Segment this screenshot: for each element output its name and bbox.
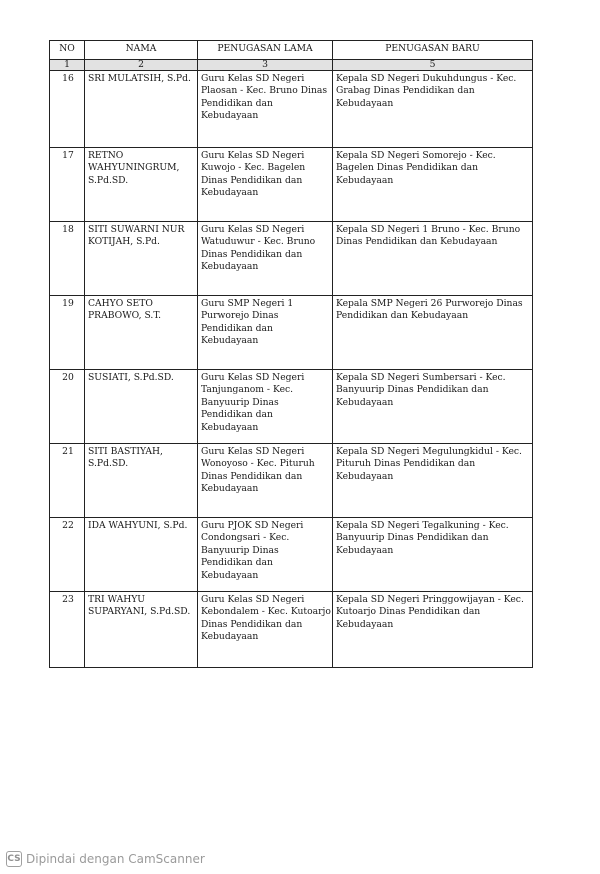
camscanner-logo-icon: CS	[6, 851, 22, 867]
cell-penugasan-baru: Kepala SD Negeri Megulungkidul - Kec. Pituruh Dinas Pendidikan dan Kebudayaan	[333, 444, 533, 518]
cell-no: 19	[50, 296, 85, 370]
cell-no: 20	[50, 370, 85, 444]
cell-nama: CAHYO SETO PRABOWO, S.T.	[85, 296, 198, 370]
cell-no: 23	[50, 592, 85, 668]
watermark-text: Dipindai dengan CamScanner	[26, 852, 205, 866]
cell-penugasan-lama: Guru Kelas SD Negeri Watuduwur - Kec. Bruno Dinas Pendidikan dan Kebudayaan	[198, 222, 333, 296]
cell-penugasan-lama: Guru SMP Negeri 1 Purworejo Dinas Pendidikan dan Kebudayaan	[198, 296, 333, 370]
table-row	[50, 370, 533, 444]
cell-penugasan-baru: Kepala SD Negeri Dukuhdungus - Kec. Grabag Dinas Pendidikan dan Kebudayaan	[333, 71, 533, 148]
camscanner-watermark	[6, 851, 205, 867]
column-number: 5	[333, 60, 533, 71]
header-nama: NAMA	[85, 41, 198, 60]
cell-nama: SITI BASTIYAH, S.Pd.SD.	[85, 444, 198, 518]
table-row	[50, 444, 533, 518]
cell-penugasan-baru: Kepala SMP Negeri 26 Purworejo Dinas Pendidikan dan Kebudayaan	[333, 296, 533, 370]
cell-nama: IDA WAHYUNI, S.Pd.	[85, 518, 198, 592]
column-number: 1	[50, 60, 85, 71]
cell-penugasan-lama: Guru Kelas SD Negeri Kebondalem - Kec. Kutoarjo Dinas Pendidikan dan Kebudayaan	[198, 592, 333, 668]
cell-nama: SRI MULATSIH, S.Pd.	[85, 71, 198, 148]
table-row	[50, 71, 533, 148]
table-row	[50, 518, 533, 592]
table-row	[50, 148, 533, 222]
header-no: NO	[50, 41, 85, 60]
cell-nama: RETNO WAHYUNINGRUM, S.Pd.SD.	[85, 148, 198, 222]
header-penugasan-baru: PENUGASAN BARU	[333, 41, 533, 60]
table-row	[50, 296, 533, 370]
cell-penugasan-lama: Guru Kelas SD Negeri Wonoyoso - Kec. Pituruh Dinas Pendidikan dan Kebudayaan	[198, 444, 333, 518]
cell-penugasan-baru: Kepala SD Negeri Sumbersari - Kec. Banyuurip Dinas Pendidikan dan Kebudayaan	[333, 370, 533, 444]
cell-nama: TRI WAHYU SUPARYANI, S.Pd.SD.	[85, 592, 198, 668]
cell-penugasan-lama: Guru Kelas SD Negeri Tanjunganom - Kec. Banyuurip Dinas Pendidikan dan Kebudayaan	[198, 370, 333, 444]
cell-no: 17	[50, 148, 85, 222]
cell-no: 16	[50, 71, 85, 148]
cell-nama: SUSIATI, S.Pd.SD.	[85, 370, 198, 444]
cell-penugasan-lama: Guru Kelas SD Negeri Plaosan - Kec. Bruno Dinas Pendidikan dan Kebudayaan	[198, 71, 333, 148]
cell-no: 22	[50, 518, 85, 592]
table-row	[50, 222, 533, 296]
cell-no: 21	[50, 444, 85, 518]
table-header-row	[50, 41, 533, 60]
cell-penugasan-lama: Guru Kelas SD Negeri Kuwojo - Kec. Bagelen Dinas Pendidikan dan Kebudayaan	[198, 148, 333, 222]
cell-penugasan-baru: Kepala SD Negeri Somorejo - Kec. Bagelen Dinas Pendidikan dan Kebudayaan	[333, 148, 533, 222]
cell-penugasan-lama: Guru PJOK SD Negeri Condongsari - Kec. Banyuurip Dinas Pendidikan dan Kebudayaan	[198, 518, 333, 592]
column-number: 3	[198, 60, 333, 71]
column-number: 2	[85, 60, 198, 71]
table-row	[50, 592, 533, 668]
cell-nama: SITI SUWARNI NUR KOTIJAH, S.Pd.	[85, 222, 198, 296]
header-penugasan-lama: PENUGASAN LAMA	[198, 41, 333, 60]
column-number-row	[50, 60, 533, 71]
cell-penugasan-baru: Kepala SD Negeri Pringgowijayan - Kec. Kutoarjo Dinas Pendidikan dan Kebudayaan	[333, 592, 533, 668]
cell-penugasan-baru: Kepala SD Negeri 1 Bruno - Kec. Bruno Dinas Pendidikan dan Kebudayaan	[333, 222, 533, 296]
cell-penugasan-baru: Kepala SD Negeri Tegalkuning - Kec. Banyuurip Dinas Pendidikan dan Kebudayaan	[333, 518, 533, 592]
cell-no: 18	[50, 222, 85, 296]
assignment-table	[49, 40, 533, 668]
